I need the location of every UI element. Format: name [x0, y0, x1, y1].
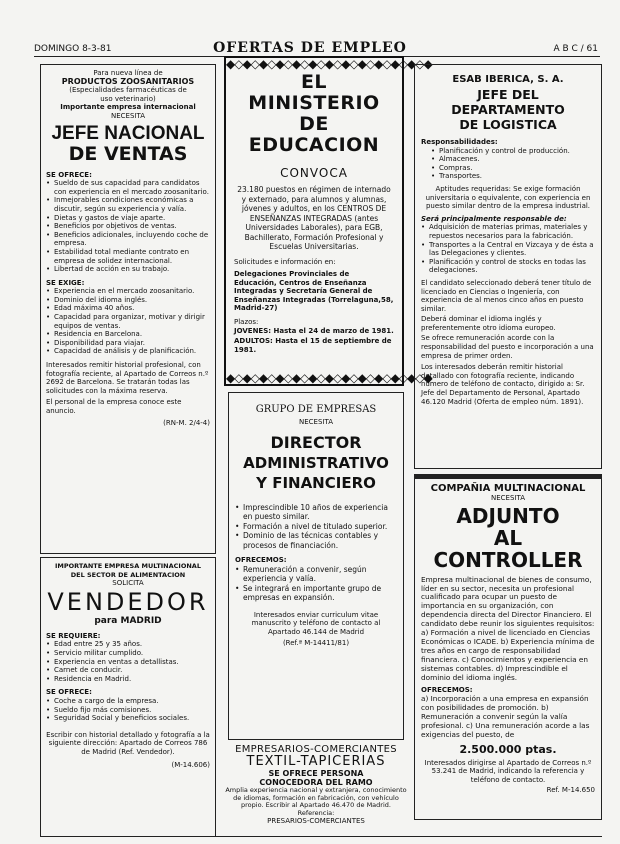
ad6-resp-heading: Responsabilidades:: [421, 138, 498, 146]
ad6-company: ESAB IBERICA, S. A.: [452, 74, 564, 85]
ad3-plazo-jovenes: JOVENES: Hasta el 24 de marzo de 1981.: [234, 326, 394, 335]
ad3-convoca: CONVOCA: [280, 166, 348, 180]
ad-adjunto-controller: [414, 474, 602, 820]
list-item: • Se integrará en importante grupo de empresas en expansión.: [235, 584, 397, 603]
ad5-line2: TEXTIL-TAPICERIAS: [246, 754, 386, 769]
footer-rule: [40, 836, 602, 837]
ad1-subtitle: (Especialidades farmacéuticas de: [69, 86, 187, 95]
ad7-company: COMPAÑIA MULTINACIONAL: [430, 483, 586, 494]
ad4-offer-list: [235, 565, 397, 603]
ad-jefe-nacional-ventas: [40, 64, 216, 554]
ad6-offer: Se ofrece remuneración acorde con la responsabilidad del puesto e incorporación a una empresa de primer orden.: [421, 334, 594, 360]
ad7-body: Empresa multinacional de bienes de consumo, líder en su sector, necesita un profesional cualificado para ocupar un puesto de importancia en su organización, con dependencia directa del Director Financiero. El candidato debe reunir los siguientes requisitos: a) Formación a nivel de licenciado en Ciencias Económicas o ICADE. b) Experiencia mínima de tres años en cargo de responsabilidad financiera. c) Conocimientos y experiencia en sistemas contables. d) Imprescindible el dominio del idioma inglés.: [421, 574, 595, 682]
ad1-offer-heading: SE OFRECE:: [46, 170, 92, 179]
list-item: • Transportes.: [431, 172, 595, 181]
ad2-req-list: [46, 640, 210, 683]
ad6-aptitudes: Aptitudes requeridas: Se exige formación universitaria o equivalente, con experiencia en puesto similar dentro de la empresa industrial.: [425, 184, 591, 211]
ad1-contact: Interesados remitir historial profesional, con fotografía reciente, al Apartado de Correos n.º 2692 de Barcelona. Se tratarán todas las solicitudes con la máxima reserva.: [46, 361, 209, 395]
ad7-offer: a) Incorporación a una empresa en expansión con posibilidades de promoción. b) Remuneración a convenir según la valía profesional. c) Una remuneración acorde a las exigencias del puesto, de: [421, 694, 590, 739]
ad2-req-heading: SE REQUIERE:: [46, 631, 101, 640]
ad-director-administrativo: [228, 392, 404, 740]
list-item: • Planificación y control de stocks en todas las delegaciones.: [421, 258, 595, 275]
ad1-req-list: [46, 287, 210, 356]
list-item: • Servicio militar cumplido.: [46, 649, 210, 658]
ad1-necesita: NECESITA: [111, 111, 145, 120]
ad4-offer-heading: OFRECEMOS:: [235, 556, 287, 565]
ad5-line5: PRESARIOS-COMERCIANTES: [267, 817, 365, 825]
ad7-contact: Interesados dirigirse al Apartado de Correos n.º 53.241 de Madrid, indicando la referencia y teléfono de contacto.: [424, 758, 592, 784]
ad5-body: Amplia experiencia nacional y extranjera, conocimiento de idiomas, formación en fabricación, con vehículo propio. Escribir al Apartado 46.470 de Madrid. Referencia:: [225, 786, 407, 817]
ad1-req-heading: SE EXIGE:: [46, 278, 85, 287]
ad1-title1: JEFE NACIONAL: [51, 122, 205, 144]
list-item: • Formación a nivel de titulado superior.: [235, 522, 397, 532]
list-item: • Sueldo de sus capacidad para candidatos con experiencia en el mercado zoosanitario.: [46, 179, 210, 196]
ad1-subtitle2: uso veterinario): [100, 94, 156, 103]
ad2-title: VENDEDOR: [47, 587, 209, 616]
list-item: • Residencia en Madrid.: [46, 675, 210, 684]
ad4-title3: Y FINANCIERO: [256, 473, 376, 492]
ad5-line1: EMPRESARIOS-COMERCIANTES: [235, 744, 397, 755]
ad7-title1: ADJUNTO: [456, 503, 560, 528]
ad2-ref: (M-14.606): [171, 760, 210, 769]
ad1-offer-list: [46, 179, 210, 274]
ad4-req-list: [235, 503, 397, 551]
ad7-salary: 2.500.000 ptas.: [459, 742, 557, 756]
ad6-contact: Los interesados deberán remitir historial detallado con fotografía reciente, indicando número de teléfono de contacto, dirigido a: Sr. Jefe del Departamento de Personal, Apartado 46.120 Madrid (Oferta de empleo núm. 1891).: [421, 363, 585, 406]
list-item: • Edad máxima 40 años.: [46, 304, 210, 313]
ad3-solicitudes: Solicitudes e información en:: [234, 257, 336, 266]
list-item: • Seguridad Social y beneficios sociales.: [46, 714, 210, 723]
list-item: • Dominio de las técnicas contables y procesos de financiación.: [235, 531, 397, 550]
list-item: • Capacidad de análisis y de planificación.: [46, 347, 210, 356]
ad-vendedor: [40, 557, 216, 837]
ad2-sector: DEL SECTOR DE ALIMENTACION: [70, 570, 186, 579]
ad4-necesita: NECESITA: [299, 418, 333, 426]
list-item: • Experiencia en ventas a detallistas.: [46, 658, 210, 667]
ad7-offer-heading: OFRECEMOS:: [421, 686, 473, 695]
list-item: • Planificación y control de producción.: [431, 147, 595, 156]
ad4-contact: Interesados enviar curriculum vitae manuscrito y teléfono de contacto al Apartado 46.144 de Madrid: [251, 610, 381, 636]
ad1-intro: Para nueva línea de: [93, 69, 163, 77]
ad2-offer-heading: SE OFRECE:: [46, 688, 92, 697]
ad-ministerio-educacion: [224, 56, 432, 386]
ad-textil-tapicerias: [224, 744, 408, 825]
ad6-language: Deberá dominar el idioma inglés y preferentemente otro idioma europeo.: [421, 315, 556, 332]
ad2-contact: Escribir con historial detallado y fotografía a la siguiente dirección: Apartado de Correos 786 de Madrid (Ref. Vendedor).: [46, 730, 210, 756]
ad1-product: PRODUCTOS ZOOSANITARIOS: [61, 76, 195, 86]
list-item: • Coche a cargo de la empresa.: [46, 697, 210, 706]
list-item: • Carnet de conducir.: [46, 666, 210, 675]
ad4-title1: DIRECTOR: [270, 432, 362, 452]
list-item: • Remuneración a convenir, según experiencia y valía.: [235, 565, 397, 584]
ad6-tasks-list: [421, 223, 595, 275]
ad7-necesita: NECESITA: [491, 494, 525, 502]
list-item: • Transportes a la Central en Vizcaya y de ésta a las Delegaciones y clientes.: [421, 241, 595, 258]
list-item: • Residencia en Barcelona.: [46, 330, 210, 339]
list-item: • Dominio del idioma inglés.: [46, 296, 210, 305]
ad3-body: 23.180 puestos en régimen de internado y externado, para alumnos y alumnas, jóvenes y adultos, en los CENTROS DE ENSEÑANZAS INTEGRADAS (antes Universidades Laborales), para EGB, Bachillerato, Formación Profesional y Escuelas Universitarias.: [237, 185, 391, 251]
list-item: • Adquisición de materias primas, materiales y repuestos necesarios para la fabricación.: [421, 223, 595, 240]
list-item: • Libertad de acción en su trabajo.: [46, 265, 210, 274]
ad1-title2: DE VENTAS: [68, 142, 188, 165]
list-item: • Dietas y gastos de viaje aparte.: [46, 214, 210, 223]
list-item: • Inmejorables condiciones económicas a discutir, según su experiencia y valía.: [46, 196, 210, 213]
ad3-title2: DE EDUCACION: [248, 113, 380, 156]
issue-date: DOMINGO 8-3-81: [34, 44, 112, 54]
list-item: • Edad entre 25 y 35 años.: [46, 640, 210, 649]
ad1-note: El personal de la empresa conoce este anuncio.: [46, 398, 182, 415]
ad7-title2: AL CONTROLLER: [433, 525, 583, 572]
ad2-offer-list: [46, 697, 210, 723]
ad3-plazo-adultos: ADULTOS: Hasta el 15 de septiembre de 1981.: [234, 337, 392, 354]
ad6-title2: DE LOGISTICA: [459, 117, 557, 132]
ad3-title1: EL MINISTERIO: [248, 71, 380, 114]
ad6-tasks-heading: Será principalmente responsable de:: [421, 214, 567, 223]
ad6-title1: JEFE DEL DEPARTAMENTO: [451, 87, 565, 117]
list-item: • Experiencia en el mercado zoosanitario.: [46, 287, 210, 296]
ad2-solicita: SOLICITA: [112, 579, 144, 588]
ad6-candidate: El candidato seleccionado deberá tener título de licenciado en Ciencias o Ingeniería, con experiencia de al menos cinco años en puesto similar.: [421, 278, 592, 313]
page-number: A B C / 61: [553, 44, 598, 54]
ad6-resp-list: [421, 147, 595, 181]
ad1-company: Importante empresa internacional: [60, 103, 196, 112]
ad-esab-iberica: [414, 64, 602, 469]
list-item: • Disponibilidad para viajar.: [46, 339, 210, 348]
diamond-border-bottom: ◆◇◆◇◆◇◆◇◆◇◆◇◆◇◆◇◆◇◆◇◆◇◆◇◆: [226, 371, 432, 385]
list-item: • Almacenes.: [431, 155, 595, 164]
list-item: • Sueldo fijo más comisiones.: [46, 706, 210, 715]
list-item: • Estabilidad total mediante contrato en empresa de solidez internacional.: [46, 248, 210, 265]
ad3-address: Delegaciones Provinciales de Educación, Centros de Enseñanza Integradas y Secretaría General de Enseñanzas Integradas (Torrelaguna,58, Madrid-27): [234, 270, 394, 313]
ad7-ref: Ref. M-14.650: [546, 786, 595, 795]
ad2-company: IMPORTANTE EMPRESA MULTINACIONAL: [55, 562, 201, 570]
ad3-plazos: Plazos:: [234, 318, 259, 327]
page-title: OFERTAS DE EMPLEO: [213, 40, 407, 56]
ad4-title2: ADMINISTRATIVO: [243, 453, 389, 472]
ad4-ref: (Ref.ª M-14411/81): [282, 639, 350, 648]
ad1-ref: (RN-M. 2/4-4): [163, 418, 210, 427]
list-item: • Beneficios por objetivos de ventas.: [46, 222, 210, 231]
diamond-border-top: ◆◇◆◇◆◇◆◇◆◇◆◇◆◇◆◇◆◇◆◇◆◇◆◇◆: [226, 57, 432, 71]
ad4-group: GRUPO DE EMPRESAS: [255, 404, 377, 415]
list-item: • Beneficios adicionales, incluyendo coche de empresa.: [46, 231, 210, 248]
ad2-location: para MADRID: [94, 615, 162, 626]
list-item: • Compras.: [431, 164, 595, 173]
list-item: • Imprescindible 10 años de experiencia en puesto similar.: [235, 503, 397, 522]
ad5-line4: CONOCEDORA DEL RAMO: [259, 778, 373, 787]
list-item: • Capacidad para organizar, motivar y dirigir equipos de ventas.: [46, 313, 210, 330]
ad7-top-bar: [415, 475, 601, 479]
ad5-line3: SE OFRECE PERSONA: [268, 769, 364, 778]
